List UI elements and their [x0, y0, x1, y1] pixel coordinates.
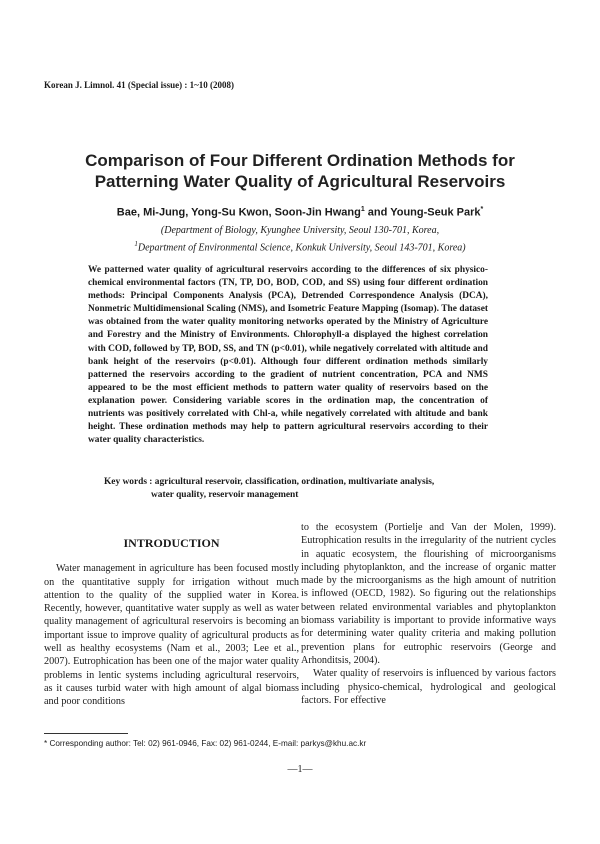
affiliation-mark-1: 1 [360, 206, 365, 213]
intro-paragraph-1: Water management in agriculture has been focused mostly on the quantitative supply for irrigation without much attention to the quality of the supplied water in Korea. Recently, however, quantitative water supply as well as water quality management of agricultural reservoirs is becoming an important issue to improve quality of agricultural products as well as healthy ecosystems (Nam et al., 2003; Lee et al., 2007). Eutrophication has been one of the major water quality problems in lentic systems including agricultural reservoirs, as it causes turbid water with high amount of algal biomass and poor conditions [44, 563, 299, 708]
keywords-line-1: agricultural reservoir, classification, ordination, multivariate analysis, [152, 477, 435, 487]
affiliations [60, 224, 540, 254]
left-column [44, 521, 299, 709]
keywords [104, 476, 492, 502]
affiliation-line-2-text: Department of Environmental Science, Konkuk University, Seoul 143-701, Korea) [137, 241, 466, 253]
title-line-2: Patterning Water Quality of Agricultural Reservoirs [94, 172, 506, 191]
keywords-line-2: water quality, reservoir management [151, 490, 299, 500]
intro-paragraph-1-continued: to the ecosystem (Portielje and Van der Molen, 1999). Eutrophication results in the irregularity of the nutrient cycles in aquatic ecosystem, the flourishing of microorganisms including phytoplankton, and the increase of organic matter made by the microorganisms as the high amount of nutrition is inflowed (OECD, 1982). So figuring out the relationships between related environmental variables and phytoplankton biomass variability is important to provide informative ways for determining water quality criteria and making pollution prevention plans for eutrophic reservoirs (George and Arhonditsis, 2004). [301, 522, 556, 666]
title-line-1: Comparison of Four Different Ordination Methods for [85, 151, 515, 170]
corresponding-mark: * [480, 206, 484, 213]
right-column [301, 521, 556, 707]
footnote-divider [44, 733, 128, 734]
journal-reference: Korean J. Limnol. 41 (Special issue) : 1~10 (2008) [44, 80, 235, 90]
page-number: —1— [287, 764, 313, 775]
affiliation-line-2-mark: 1 [134, 239, 138, 248]
footnote: * Corresponding author: Tel: 02) 961-0946, Fax: 02) 961-0244, E-mail: parkys@khu.ac.kr [44, 739, 367, 748]
authors-part-2: and Young-Seuk Park [364, 206, 481, 219]
authors-part-1: Bae, Mi-Jung, Yong-Su Kwon, Soon-Jin Hwang [116, 206, 361, 219]
affiliation-line-2 [60, 238, 540, 255]
author-list [60, 206, 540, 219]
paper-title [60, 150, 540, 192]
abstract: We patterned water quality of agricultural reservoirs according to the differences of six physico-chemical environmental factors (TN, TP, DO, BOD, COD, and SS) using four different ordination methods: Principal Components Analysis (PCA), Detrended Correspondence Analysis (DCA), Nonmetric Multidimensional Scaling (NMS), and Isometric Feature Mapping (Isomap). The dataset was obtained from the water quality monitoring networks operated by the Ministry of Agriculture and Forestry and the Ministry of Environments. Chlorophyll-a displayed the highest correlation with COD, followed by TP, BOD, SS, and TN (p<0.01), while negatively correlated with altitude and bank height of the reservoirs (p<0.01). Although four different ordination methods similarly patterned the reservoirs according to the gradient of nutrient concentration, PCA and NMS appeared to be the most efficient methods to pattern water quality of reservoirs based on the explanation power. Considering variable scores in the ordination map, the concentration of nutrients was positively correlated with Chl-a, while negatively correlated with altitude and bank height. These ordination methods may help to pattern agricultural reservoirs according to their water quality characteristics. [88, 265, 488, 446]
keywords-label: Key words : [104, 477, 153, 487]
affiliation-line-1: (Department of Biology, Kyunghee University, Seoul 130-701, Korea, [160, 225, 440, 236]
section-heading-introduction: INTRODUCTION [123, 536, 220, 550]
intro-paragraph-2: Water quality of reservoirs is influenced by various factors including physico-chemical, hydrological and geological factors. For effective [301, 668, 556, 706]
